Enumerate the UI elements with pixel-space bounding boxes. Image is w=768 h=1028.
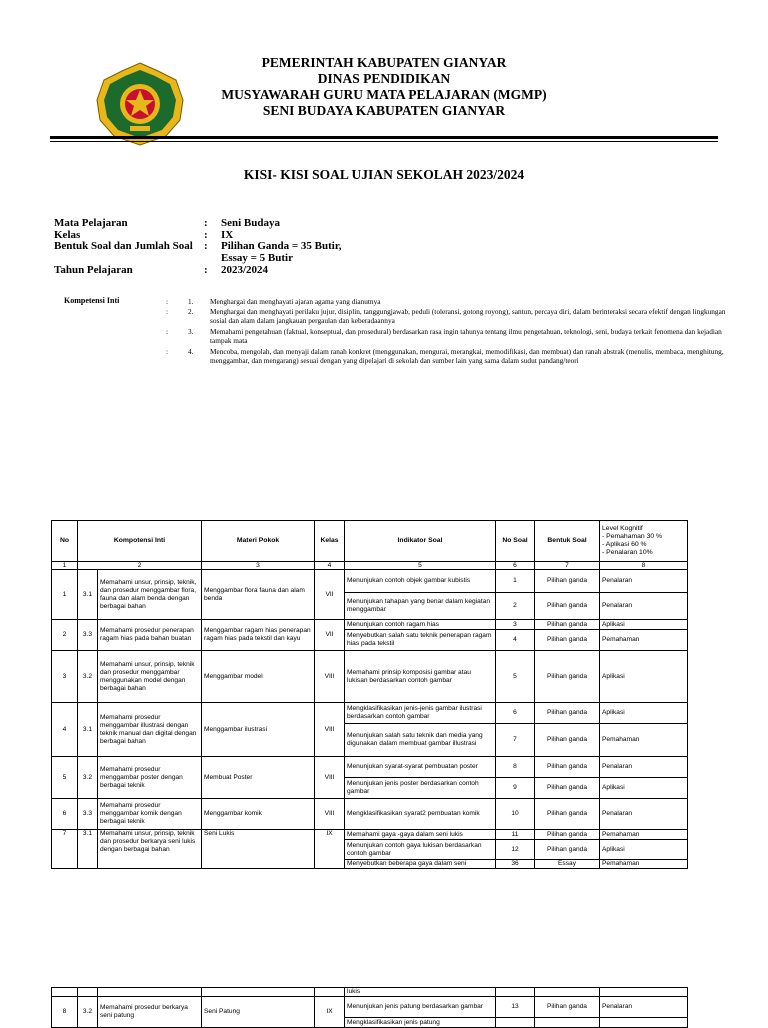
cell-kelas: IX (315, 997, 345, 1028)
cell-kd: 3.3 (78, 799, 98, 830)
mapel-label: Mata Pelajaran (54, 217, 128, 229)
cell-bentuk: Pilihan ganda (535, 724, 600, 757)
cell-indikator-continued: lukis (345, 988, 496, 997)
cell-kd: 3.3 (78, 620, 98, 651)
cell-no: 2 (52, 620, 78, 651)
cell-no: 1 (52, 570, 78, 620)
cell-materi: Menggambar komik (202, 799, 315, 830)
cell-materi: Menggambar model (202, 651, 315, 703)
cell-kd: 3.1 (78, 570, 98, 620)
letterhead-line-2: DINAS PENDIDIKAN (317, 71, 451, 86)
cell-kompetensi: Memahami unsur, prinsip, teknik dan prosedur menggambar menggunakan model dengan berbagai bahan (98, 651, 202, 703)
cell-kompetensi: Memahami unsur, prinsip, teknik dan prosedur berkarya seni lukis dengan berbagai bahan (98, 830, 202, 869)
cell-bentuk: Pilihan ganda (535, 593, 600, 620)
cell-level: Aplikasi (600, 651, 688, 703)
colnum: 8 (600, 562, 688, 570)
cell-no-soal: 10 (496, 799, 535, 830)
table-row (52, 651, 688, 703)
colnum: 6 (496, 562, 535, 570)
cell-no-soal: 3 (496, 620, 535, 630)
level-aplikasi: - Aplikasi 60 % (602, 541, 647, 548)
header-bentuk: Bentuk Soal (535, 521, 600, 562)
cell-bentuk: Pilihan ganda (535, 830, 600, 840)
cell-kelas: VIII (315, 757, 345, 799)
header-kompetensi: Kompotensi Inti (78, 521, 202, 562)
level-pemahaman: - Pemahaman 30 % (602, 533, 663, 540)
mapel-value: Seni Budaya (221, 217, 280, 229)
cell-level: Penalaran (600, 593, 688, 620)
cell-no-soal: 9 (496, 778, 535, 799)
cell-no-soal: 6 (496, 703, 535, 724)
cell-indikator: Menunjukan tahapan yang benar dalam kegiatan menggambar (345, 593, 496, 620)
cell-kompetensi: Memahami prosedur menggambar illustrasi dengan teknik manual dan digital dengan berbagai bahan (98, 703, 202, 757)
cell-kelas: VIII (315, 703, 345, 757)
header-level (600, 521, 688, 562)
header-indikator: Indikator Soal (345, 521, 496, 562)
cell-no-soal: 5 (496, 651, 535, 703)
cell-bentuk: Pilihan ganda (535, 620, 600, 630)
cell-materi: Seni Lukis (202, 830, 315, 869)
kisi-table-page-2 (51, 987, 688, 1028)
cell-kelas: IX (315, 830, 345, 869)
document-title: KISI- KISI SOAL UJIAN SEKOLAH 2023/2024 (243, 167, 525, 182)
cell-indikator: Memahami gaya -gaya dalam seni lukis (345, 830, 496, 840)
cell-indikator: Menunjukan contoh ragam hias (345, 620, 496, 630)
cell-level: Pemahaman (600, 860, 688, 869)
letterhead-line-4: SENI BUDAYA KABUPATEN GIANYAR (262, 103, 506, 118)
cell-no-soal: 12 (496, 840, 535, 860)
colnum: 7 (535, 562, 600, 570)
cell-level: Aplikasi (600, 620, 688, 630)
cell-level: Pemahaman (600, 724, 688, 757)
colon: : (204, 217, 208, 229)
cell-bentuk: Pilihan ganda (535, 757, 600, 778)
table-row (52, 620, 688, 630)
cell-kompetensi: Memahami prosedur penerapan ragam hias pada bahan buatan (98, 620, 202, 651)
cell-indikator: Mengklasifikasikan jenis patung (345, 1018, 496, 1028)
cell-bentuk: Pilihan ganda (535, 799, 600, 830)
ki-text: Menghargai dan menghayati ajaran agama yang dianutnya (210, 297, 381, 306)
cell-indikator: Menunjukan jenis poster berdasarkan contoh gambar (345, 778, 496, 799)
ki-text: Menghargai dan menghayati perilaku jujur, disiplin, tanggungjawab, peduli (toleransi, gotong royong), santun, percaya diri, dalam berinteraksi secara efektif dengan lingkungan sosial dan alam dalam jangkauan pergaulan dan keberadaannya (210, 307, 726, 325)
cell-bentuk: Pilihan ganda (535, 570, 600, 593)
letterhead (0, 55, 768, 119)
cell-indikator: Menyebutkan salah satu teknik penerapan ragam hias pada tekstil (345, 630, 496, 651)
cell-materi: Menggambar ilustrasi (202, 703, 315, 757)
kompetensi-inti-label: Kompetensi Inti (64, 296, 120, 305)
colnum: 1 (52, 562, 78, 570)
cell-no-soal: 2 (496, 593, 535, 620)
cell-bentuk: Pilihan ganda (535, 651, 600, 703)
table-row (52, 799, 688, 830)
letterhead-line-3: MUSYAWARAH GURU MATA PELAJARAN (MGMP) (221, 87, 547, 102)
cell-kelas: VIII (315, 651, 345, 703)
header-no: No (52, 521, 78, 562)
letterhead-line-1: PEMERINTAH KABUPATEN GIANYAR (261, 55, 507, 70)
bentuk-value: Pilihan Ganda = 35 Butir, (221, 240, 342, 252)
cell-level: Penalaran (600, 570, 688, 593)
cell-bentuk: Pilihan ganda (535, 630, 600, 651)
level-title: Level Kognitif (602, 525, 643, 532)
cell-no-soal: 8 (496, 757, 535, 778)
cell-level: Pemahaman (600, 630, 688, 651)
cell-bentuk: Essay (535, 860, 600, 869)
cell-no: 8 (52, 997, 78, 1028)
cell-materi: Membuat Poster (202, 757, 315, 799)
cell-kompetensi: Memahami prosedur berkarya seni patung (98, 997, 202, 1028)
table-row (52, 703, 688, 724)
header-materi: Materi Pokok (202, 521, 315, 562)
cell-level: Pemahaman (600, 830, 688, 840)
cell-no: 5 (52, 757, 78, 799)
cell-kompetensi: Memahami prosedur menggambar poster dengan berbagai teknik (98, 757, 202, 799)
cell-indikator: Menyebutkan beberapa gaya dalam seni (345, 860, 496, 869)
cell-indikator: Menunjukan syarat-syarat pembuatan poster (345, 757, 496, 778)
cell-level: Penalaran (600, 997, 688, 1018)
cell-indikator: Menunjukan jenis patung berdasarkan gambar (345, 997, 496, 1018)
cell-no: 3 (52, 651, 78, 703)
cell-no: 6 (52, 799, 78, 830)
table-header-row (52, 521, 688, 562)
cell-no-soal: 4 (496, 630, 535, 651)
cell-indikator: Mengklasifikasikan jenis-jenis gambar ilustrasi berdasarkan contoh gambar (345, 703, 496, 724)
cell-bentuk: Pilihan ganda (535, 997, 600, 1018)
cell-materi: Menggambar flora fauna dan alam benda (202, 570, 315, 620)
cell-no-soal: 11 (496, 830, 535, 840)
ki-text: Memahami pengetahuan (faktual, konseptual, dan prosedural) berdasarkan rasa ingin tahunya tentang ilmu pengetahuan, teknologi, seni, budaya terkait fenomena dan kejadian tampak mata (210, 327, 722, 345)
cell-no-soal: 7 (496, 724, 535, 757)
kelas-value: IX (221, 228, 234, 241)
cell-kd: 3.1 (78, 830, 98, 869)
colon: : (204, 228, 208, 241)
ki-number: 3. (188, 327, 194, 336)
cell-indikator: Memahami prinsip komposisi gambar atau lukisan berdasarkan contoh gambar (345, 651, 496, 703)
cell-kd: 3.2 (78, 997, 98, 1028)
ki-number: 1. (188, 297, 194, 306)
cell-kompetensi: Memahami prosedur menggambar komik dengan berbagai teknik (98, 799, 202, 830)
cell-materi: Menggambar ragam hias penerapan ragam hias pada tekstil dan kayu (202, 620, 315, 651)
colnum: 4 (315, 562, 345, 570)
cell-bentuk: Pilihan ganda (535, 778, 600, 799)
table-row (52, 830, 688, 840)
cell-no-soal: 1 (496, 570, 535, 593)
colnum: 5 (345, 562, 496, 570)
tahun-label: Tahun Pelajaran (54, 264, 133, 276)
table-row (52, 988, 688, 997)
cell-kd: 3.2 (78, 651, 98, 703)
cell-level: Aplikasi (600, 840, 688, 860)
table-row (52, 757, 688, 778)
cell-bentuk: Pilihan ganda (535, 840, 600, 860)
cell-kelas: VII (315, 620, 345, 651)
letterhead-rule-thin (50, 141, 718, 142)
bentuk-value-essay: Essay = 5 Butir (221, 251, 293, 264)
cell-no-soal: 36 (496, 860, 535, 869)
colon: : (204, 240, 208, 252)
cell-indikator: Menunjukan contoh gaya lukisan berdasarkan contoh gambar (345, 840, 496, 860)
header-kelas: Kelas (315, 521, 345, 562)
colnum: 3 (202, 562, 315, 570)
ki-number: 4. (188, 347, 194, 356)
table-row (52, 570, 688, 593)
cell-bentuk: Pilihan ganda (535, 703, 600, 724)
cell-kelas: VII (315, 570, 345, 620)
kelas-label: Kelas (54, 228, 81, 241)
cell-level: Aplikasi (600, 778, 688, 799)
cell-materi: Seni Patung (202, 997, 315, 1028)
cell-kd: 3.2 (78, 757, 98, 799)
cell-kompetensi: Memahami unsur, prinsip, teknik, dan prosedur menggambar flora, fauna dan alam benda dengan berbagai bahan (98, 570, 202, 620)
kisi-table (51, 520, 688, 869)
cell-indikator: Mengklasifikasikan syarat2 pembuatan komik (345, 799, 496, 830)
cell-no: 4 (52, 703, 78, 757)
colon: : (204, 264, 208, 276)
bentuk-label: Bentuk Soal dan Jumlah Soal (54, 240, 193, 252)
ki-number: 2. (188, 307, 194, 316)
cell-level: Penalaran (600, 799, 688, 830)
tahun-value: 2023/2024 (221, 264, 269, 276)
cell-level: Penalaran (600, 757, 688, 778)
cell-level: Aplikasi (600, 703, 688, 724)
level-penalaran: - Penalaran 10% (602, 549, 653, 556)
letterhead-rule-thick (50, 136, 718, 139)
table-row (52, 997, 688, 1018)
colnum: 2 (78, 562, 202, 570)
cell-no-soal: 13 (496, 997, 535, 1018)
cell-indikator: Menunjukan salah satu teknik dan media yang digunakan dalam membuat gambar illustrasi (345, 724, 496, 757)
ki-text: Mencoba, mengolah, dan menyaji dalam ranah konkret (menggunakan, mengurai, merangkai, memodifikasi, dan membuat) dan ranah abstrak (menulis, membaca, menghitung, menggambar, dan mengarang) sesuai dengan yang dipelajari di sekolah dan sumber lain yang sama dalam sudut pandang/teori (210, 347, 724, 365)
cell-kelas: VIII (315, 799, 345, 830)
cell-indikator: Menunjukan contoh objek gambar kubistis (345, 570, 496, 593)
cell-no: 7 (52, 830, 78, 869)
column-number-row (52, 562, 688, 570)
cell-kd: 3.1 (78, 703, 98, 757)
header-no-soal: No Soal (496, 521, 535, 562)
